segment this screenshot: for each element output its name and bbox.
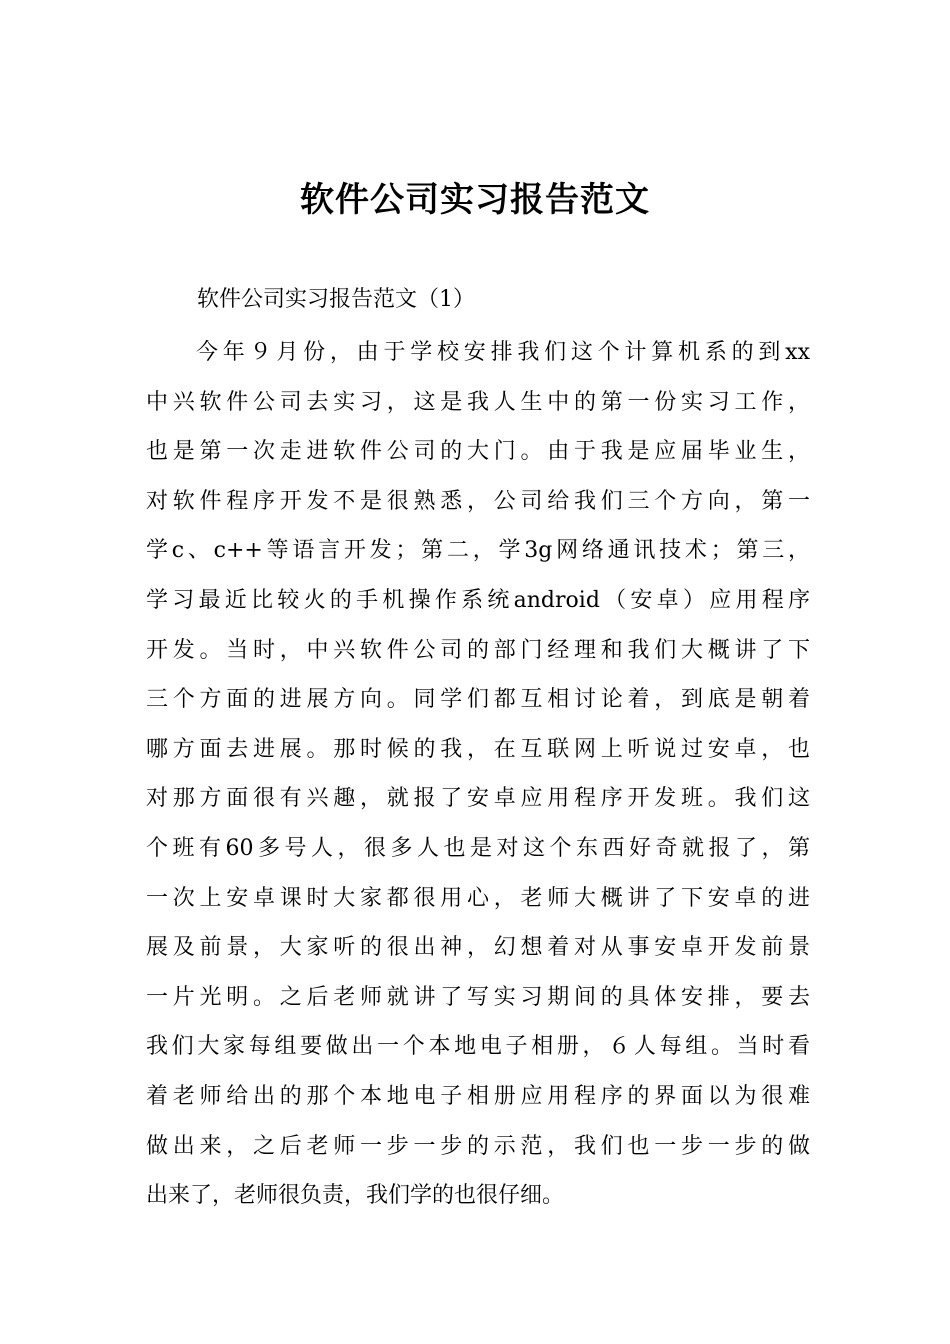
paragraph-line: 对那方面很有兴趣，就报了安卓应用程序开发班。我们这: [146, 786, 810, 812]
paragraph-line: 展及前景，大家听的很出神，幻想着对从事安卓开发前景: [146, 935, 810, 961]
paragraph-line: 哪方面去进展。那时候的我，在互联网上听说过安卓，也: [146, 736, 810, 762]
paragraph-line: 中兴软件公司去实习，这是我人生中的第一份实习工作，: [146, 389, 810, 415]
section-heading: 软件公司实习报告范文（1）: [197, 287, 475, 312]
paragraph-line: 学习最近比较火的手机操作系统android（安卓）应用程序: [146, 587, 810, 613]
paragraph-line: 也是第一次走进软件公司的大门。由于我是应届毕业生，: [146, 439, 810, 465]
paragraph-line: 三个方面的进展方向。同学们都互相讨论着，到底是朝着: [146, 687, 810, 713]
paragraph-line: 个班有60多号人，很多人也是对这个东西好奇就报了，第: [146, 835, 810, 861]
paragraph-line: 开发。当时，中兴软件公司的部门经理和我们大概讲了下: [146, 637, 810, 663]
paragraph-line: 做出来，之后老师一步一步的示范，我们也一步一步的做: [146, 1133, 810, 1159]
paragraph-line: 学c、c++等语言开发；第二，学3g网络通讯技术；第三，: [146, 538, 810, 564]
paragraph-line: 我们大家每组要做出一个本地电子相册，６人每组。当时看: [146, 1034, 810, 1060]
paragraph-line: 一片光明。之后老师就讲了写实习期间的具体安排，要去: [146, 984, 810, 1010]
paragraph-line: 一次上安卓课时大家都很用心，老师大概讲了下安卓的进: [146, 885, 810, 911]
paragraph-line: 今年９月份，由于学校安排我们这个计算机系的到xx: [196, 340, 810, 365]
paragraph-line: 着老师给出的那个本地电子相册应用程序的界面以为很难: [146, 1083, 810, 1109]
body-paragraph: [146, 328, 810, 1221]
paragraph-line: 对软件程序开发不是很熟悉，公司给我们三个方向，第一: [146, 488, 810, 514]
document-title: 软件公司实习报告范文: [300, 180, 650, 220]
paragraph-line: 出来了，老师很负责，我们学的也很仔细。: [146, 1183, 565, 1209]
